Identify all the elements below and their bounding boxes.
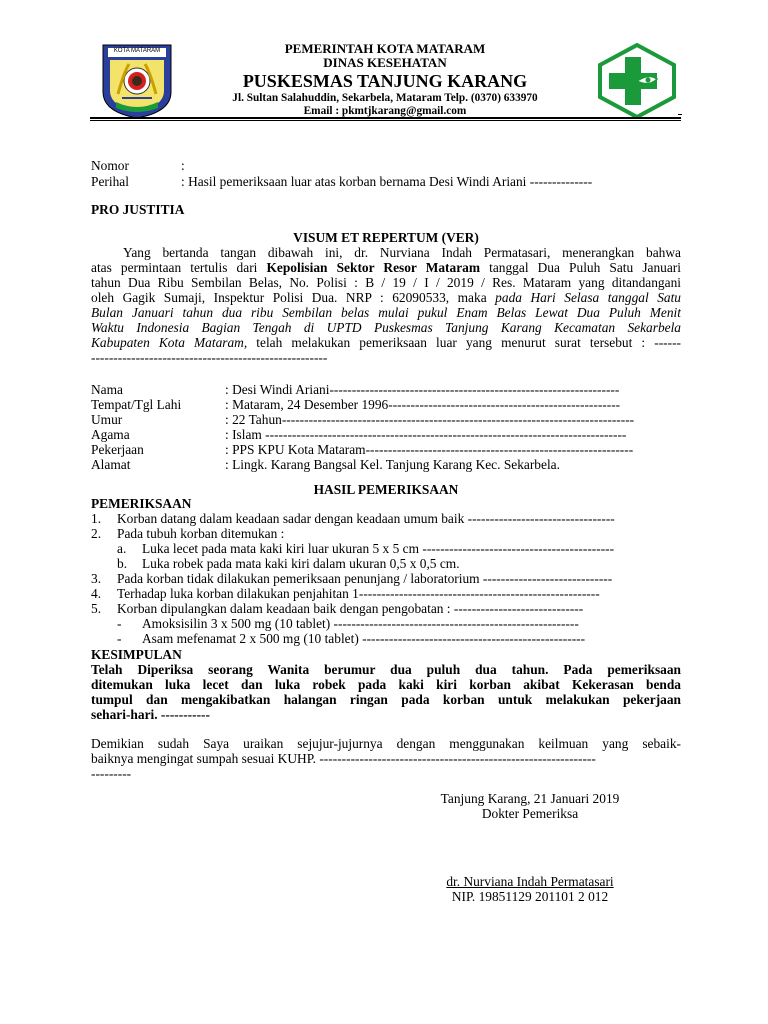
identity-row: Alamat : Lingk. Karang Bangsal Kel. Tanjung Karang Kec. Sekarbela.: [91, 457, 560, 472]
intro-line: Yang bertanda tangan dibawah ini, dr. Nurviana Indah Permatasari, menerangkan bahwa: [123, 245, 681, 260]
conclusion-heading: KESIMPULAN: [91, 647, 182, 662]
list-item: - Amoksisilin 3 x 500 mg (10 tablet) -------------------------------------------------------: [117, 616, 579, 631]
intro-paragraph: [91, 245, 681, 365]
nomor-label: Nomor: [91, 158, 129, 173]
intro-line: Bulan Januari tahun dua ribu Sembilan belas mulai pukul Enam Belas Lewat Dua Puluh Menit: [91, 305, 681, 320]
intro-line: atas permintaan tertulis dari Kepolisian Sektor Resor Mataram tanggal Dua Puluh Satu Januari: [91, 260, 681, 275]
identity-row: Agama : Islam ---------------------------------------------------------------------------------: [91, 427, 627, 442]
identity-row: Pekerjaan : PPS KPU Kota Mataram------------------------------------------------------------: [91, 442, 634, 457]
header-rule-thick: [90, 117, 681, 119]
intro-line: oleh Gagik Sumaji, Inspektur Polisi Dua. NRP : 62090533, maka pada Hari Selasa tanggal Satu: [91, 290, 681, 305]
signer-nip: NIP. 19851129 201101 2 012: [451, 889, 609, 904]
list-item: 1. Korban datang dalam keadaan sadar dengan keadaan umum baik ---------------------------------: [91, 511, 615, 526]
institution-name: PUSKESMAS TANJUNG KARANG: [242, 71, 528, 91]
results-list: [91, 511, 681, 646]
intro-line: Waktu Indonesia Bagian Tengah di UPTD Puskesmas Tanjung Karang Kecamatan Sekarbela: [91, 320, 681, 335]
conclusion-line: sehari-hari. -----------: [91, 707, 210, 722]
list-item: b. Luka robek pada mata kaki kiri dalam ukuran 0,5 x 0,5 cm.: [117, 556, 460, 571]
list-item: 2. Pada tubuh korban ditemukan :: [91, 526, 285, 541]
identity-row: Umur : 22 Tahun-------------------------------------------------------------------------------: [91, 412, 635, 427]
identity-row: Nama : Desi Windi Ariani-----------------------------------------------------------------: [91, 382, 620, 397]
address: Jl. Sultan Salahuddin, Sekarbela, Mataram Telp. (0370) 633970: [232, 92, 538, 104]
letterhead: [180, 42, 590, 118]
perihal-row: [91, 174, 593, 189]
signer-name: dr. Nurviana Indah Permatasari: [446, 874, 614, 889]
gov-name: PEMERINTAH KOTA MATARAM: [284, 41, 486, 56]
conclusion-line: ditemukan luka lecet dan luka robek pada kaki kiri korban akibat Kekerasan benda: [91, 677, 681, 692]
closing-line: ---------: [91, 766, 132, 781]
list-item: a. Luka lecet pada mata kaki kiri luar ukuran 5 x 5 cm -------------------------------------------: [117, 541, 615, 556]
pro-justitia: PRO JUSTITIA: [91, 202, 185, 217]
results-title: HASIL PEMERIKSAAN: [313, 482, 459, 497]
logo-label: KOTA MATARAM: [113, 48, 161, 54]
dept-name: DINAS KESEHATAN: [323, 55, 447, 70]
intro-line: -----------------------------------------------------: [91, 350, 328, 365]
intro-line: Kabupaten Kota Mataram, telah melakukan pemeriksaan luar yang menurut surat tersebut : ------: [91, 335, 681, 350]
perihal-label: Perihal: [91, 174, 129, 189]
kota-mataram-logo: [100, 42, 174, 120]
intro-line: tahun Dua Ribu Sembilan Belas, No. Polisi : B / 19 / I / 2019 / Res. Mataram yang ditandangani: [91, 275, 681, 290]
list-item: - Asam mefenamat 2 x 500 mg (10 tablet) --------------------------------------------------: [117, 631, 586, 646]
conclusion-line: tumpul dan mengakibatkan halangan ringan pada korban untuk melakukan pekerjaan: [91, 692, 681, 707]
closing-paragraph: [91, 736, 681, 781]
list-item: 4. Terhadap luka korban dilakukan penjahitan 1------------------------------------------------------: [91, 586, 600, 601]
email: Email : pkmtjkarang@gmail.com: [303, 105, 467, 117]
signer-role: Dokter Pemeriksa: [481, 806, 579, 821]
puskesmas-logo: [597, 43, 677, 119]
header-rule-tick: [678, 114, 682, 119]
identity-table: [91, 382, 681, 472]
results-heading: PEMERIKSAAN: [91, 496, 192, 511]
nomor-colon: :: [181, 158, 185, 173]
conclusion-line: Telah Diperiksa seorang Wanita berumur dua puluh dua tahun. Pada pemeriksaan: [91, 662, 681, 677]
signer-block: [400, 874, 660, 904]
closing-line: Demikian sudah Saya uraikan sejujur-jujurnya dengan menggunakan keilmuan yang sebaik-: [91, 736, 681, 751]
perihal-value: : Hasil pemeriksaan luar atas korban bernama Desi Windi Ariani --------------: [181, 174, 593, 189]
place-date: Tanjung Karang, 21 Januari 2019: [440, 791, 620, 806]
list-item: 3. Pada korban tidak dilakukan pemeriksaan penunjang / laboratorium -----------------------------: [91, 571, 613, 586]
list-item: 5. Korban dipulangkan dalam keadaan baik dengan pengobatan : -----------------------------: [91, 601, 584, 616]
police-name: Kepolisian Sektor Resor Mataram: [266, 260, 481, 275]
conclusion-paragraph: [91, 662, 681, 722]
nomor-row: [91, 158, 185, 173]
header-rule-thin: [90, 120, 681, 121]
identity-row: Tempat/Tgl Lahi : Mataram, 24 Desember 1996----------------------------------------------------: [91, 397, 621, 412]
closing-line: baiknya mengingat sumpah sesuai KUHP. --------------------------------------------------------------: [91, 751, 596, 766]
document-title: VISUM ET REPERTUM (VER): [293, 230, 479, 245]
signature-block: [400, 791, 660, 821]
